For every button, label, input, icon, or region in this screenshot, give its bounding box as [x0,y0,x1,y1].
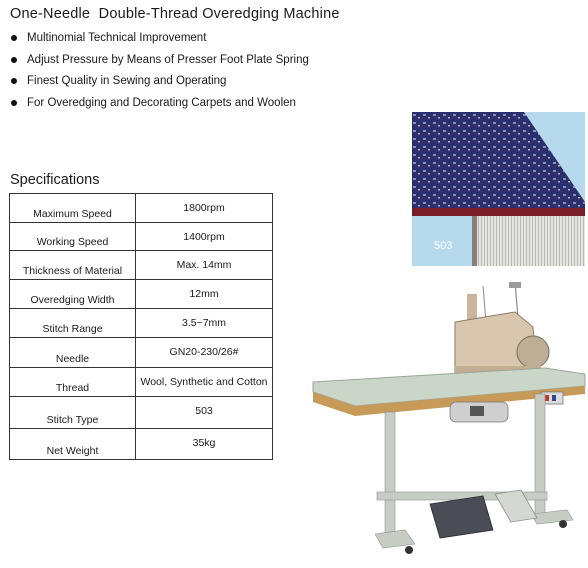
table-row [10,368,273,397]
spec-value: 1400rpm [136,223,273,251]
table-row [10,194,273,223]
spec-label: Maximum Speed [10,194,136,223]
specifications-table [9,193,273,460]
feature-item [10,53,309,75]
table-row [10,223,273,251]
spec-label: Thread [10,368,136,397]
table-row [10,309,273,338]
table-row [10,280,273,309]
spec-value: GN20-230/26# [136,338,273,368]
bullet-icon [11,57,17,63]
table-row [10,397,273,429]
bullet-icon [11,100,17,106]
spec-label: Overedging Width [10,280,136,309]
table-row [10,338,273,368]
spec-value: Wool, Synthetic and Cotton [136,368,273,397]
feature-item [10,31,309,53]
spec-label: Needle [10,338,136,368]
table-row [10,251,273,280]
stitch-sample-label: 503 [434,240,453,252]
spec-value: Max. 14mm [136,251,273,280]
feature-text: Adjust Pressure by Means of Presser Foot Plate Spring [27,53,309,66]
page-title: One-Needle Double-Thread Overedging Machine [10,6,340,22]
sewing-machine-image [305,282,588,563]
feature-item [10,96,309,118]
spec-label: Working Speed [10,223,136,251]
spec-label: Thickness of Material [10,251,136,280]
feature-item [10,74,309,96]
specifications-heading: Specifications [10,172,100,188]
spec-label: Net Weight [10,429,136,460]
feature-list [10,31,309,117]
table-row [10,429,273,460]
feature-text: Multinomial Technical Improvement [27,32,207,44]
bullet-icon [11,78,17,84]
spec-label: Stitch Type [10,397,136,429]
spec-value: 503 [136,397,273,429]
spec-value: 12mm [136,280,273,309]
spec-value: 35kg [136,429,273,460]
spec-label: Stitch Range [10,309,136,338]
spec-value: 3.5~7mm [136,309,273,338]
bullet-icon [11,35,17,41]
feature-text: Finest Quality in Sewing and Operating [27,75,227,87]
spec-value: 1800rpm [136,194,273,223]
sewing-machine-illustration [305,282,588,563]
feature-text: For Overedging and Decorating Carpets and Woolen [27,96,296,109]
